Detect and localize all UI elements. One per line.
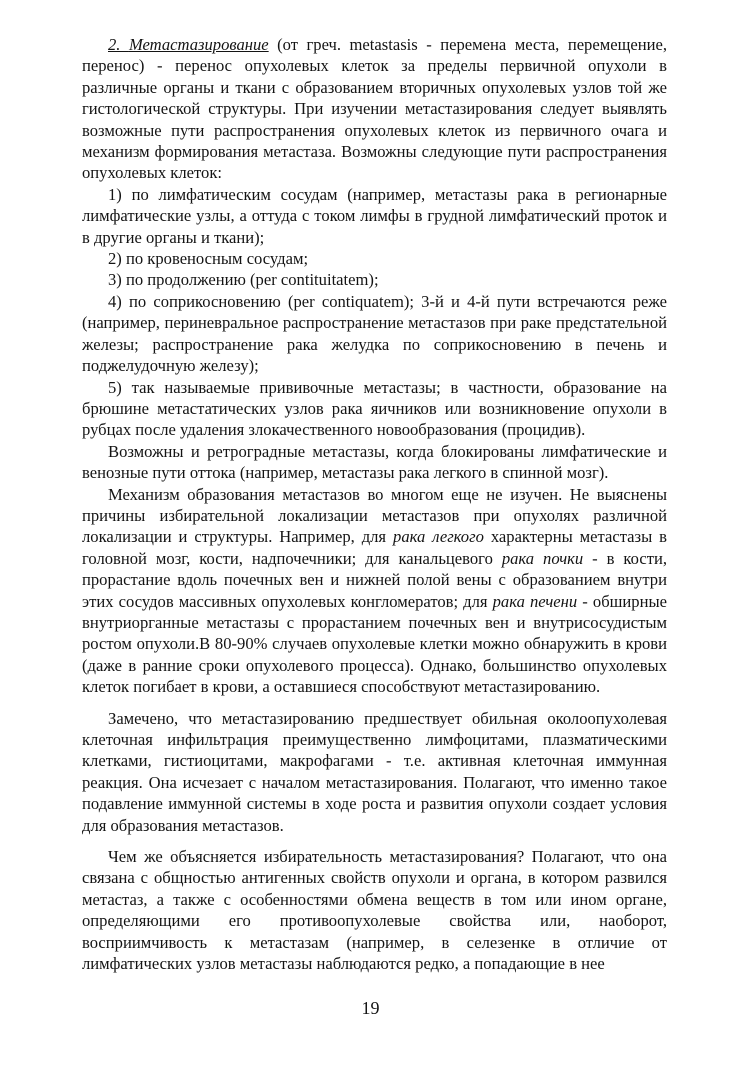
list-item-path-4: 4) по соприкосновению (per contiquatem); 3-й и 4-й пути встречаются реже (например, периневральное распространение метастазов при раке предстательной железы; распространение рака желудка по соприкосновению в печень и поджелудочную железу); <box>82 291 667 376</box>
list-item-path-2: 2) по кровеносным сосудам; <box>108 249 309 269</box>
paragraph-immune-reaction: Замечено, что метастазированию предшествует обильная околоопухолевая клеточная инфильтрация преимущественно лимфоцитами, плазматическими клетками, гистиоцитами, макрофагами - т.е. активная клеточная иммунная реакция. Она исчезает с началом метастазирования. Полагают, что именно такое подавление иммунной системы в ходе роста и развития опухоли создает условия для образования метастазов. <box>82 708 667 835</box>
heading-metastasis: 2. Метастазирование <box>108 35 269 54</box>
paragraph-mechanism: Механизм образования метастазов во многом еще не изучен. Не выяснены причины избирательной локализации метастазов при опухолях различной локализации и структуры. Например, для рака легкого характерны метастазы в головной мозг, кости, надпочечники; для канальцевого рака почки - в кости, прорастание вдоль почечных вен и нижней полой вены с образованием внутри этих сосудов массивных опухолевых конгломератов; для рака печени - обширные внутриорганные метастазы с прорастанием почечных вен и внутрисосудистым ростом опухоли.В 80-90% случаев опухолевые клетки можно обнаружить в крови (даже в ранние сроки опухолевого процесса). Однако, большинство опухолевых клеток погибает в крови, а оставшиеся способствуют метастазированию. <box>82 484 668 697</box>
page-number: 19 <box>361 998 380 1018</box>
list-item-path-5: 5) так называемые прививочные метастазы; в частности, образование на брюшине метастатических узлов рака яичников или возникновение опухоли в рубцах после удаления злокачественного новообразования (процидив). <box>82 377 667 440</box>
document-body <box>82 34 667 974</box>
paragraph-metastasis-definition: 2. Метастазирование (от греч. metastasis - перемена места, перемещение, перенос) - перенос опухолевых клеток за пределы первичной опухоли в различные органы и ткани с образованием вторичных опухолевых узлов той же гистологической структуры. При изучении метастазирования следует выявлять возможные пути распространения опухолевых клеток из первичного очага и механизм формирования метастаза. Возможны следующие пути распространения опухолевых клеток: <box>82 35 668 183</box>
paragraph-selectivity: Чем же объясняется избирательность метастазирования? Полагают, что она связана с общностью антигенных свойств опухоли и органа, в котором развился метастаз, а также с особенностями обмена веществ в том или ином органе, определяющими его противоопухолевые свойства или, наоборот, восприимчивость к метастазам (например, в селезенке в отличие от лимфатических узлов метастазы наблюдаются редко, а попадающие в нее <box>82 847 667 974</box>
list-item-path-3: 3) по продолжению (per contituitatem); <box>108 270 379 290</box>
paragraph-retrograde: Возможны и ретроградные метастазы, когда блокированы лимфатические и венозные пути оттока (например, метастазы рака легкого в спинной мозг). <box>82 441 667 483</box>
list-item-path-1: 1) по лимфатическим сосудам (например, метастазы рака в регионарные лимфатические узлы, а оттуда с током лимфы в грудной лимфатический проток и в другие органы и ткани); <box>82 184 667 247</box>
